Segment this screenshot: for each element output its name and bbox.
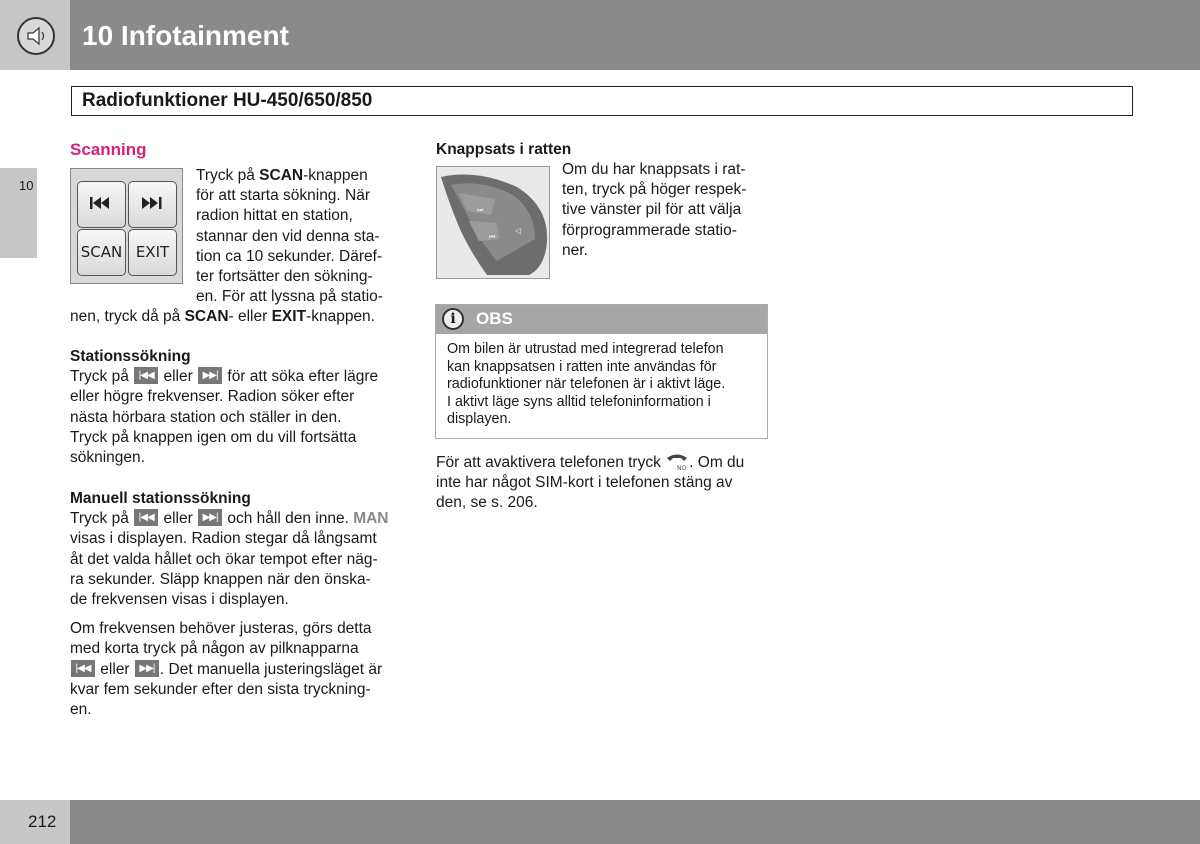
text-line: radiofunktioner när telefonen är i aktivt läge.: [447, 376, 726, 393]
text-line: ter fortsätter den sökning-: [196, 268, 373, 286]
footer-left-block: [0, 800, 70, 844]
text-line: den, se s. 206.: [436, 494, 538, 512]
text-line: |◀◀ eller ▶▶|. Det manuella justeringsläget är: [70, 660, 410, 680]
chapter-title: 10 Infotainment: [82, 20, 289, 51]
text-line: I aktivt läge syns alltid telefoninformation i: [447, 393, 711, 410]
svg-text:NO: NO: [677, 465, 687, 471]
section-title-box: [71, 86, 1133, 116]
text-line: nästa hörbara station och ställer in den.: [70, 408, 342, 426]
skip-forward-icon: [198, 509, 222, 526]
obs-header: [436, 305, 767, 334]
text-line: förprogrammerade statio-: [562, 221, 737, 239]
svg-text:◁: ◁: [515, 226, 522, 235]
header-bar: [70, 0, 1200, 70]
skip-forward-icon: [135, 660, 159, 677]
text-line: radion hittat en station,: [196, 207, 353, 225]
text-line: med korta tryck på någon av pilknapparna: [70, 640, 359, 658]
manuell-section: [70, 489, 410, 720]
exit-key: EXIT: [128, 229, 177, 276]
prev-key: [77, 181, 126, 228]
text-line: Tryck på knappen igen om du vill fortsätta: [70, 428, 357, 446]
obs-body: [447, 341, 757, 429]
text-line: kvar fem sekunder efter den sista tryckning-: [70, 680, 371, 698]
obs-label: OBS: [476, 309, 513, 328]
text-line: displayen.: [447, 411, 512, 428]
phone-no-icon: [665, 451, 689, 471]
header-left-block: [0, 0, 70, 70]
text-line: inte har något SIM-kort i telefonen stäng av: [436, 474, 733, 492]
text-line: kan knappsatsen i ratten inte användas för: [447, 358, 717, 375]
text-line: Om frekvensen behöver justeras, görs detta: [70, 620, 372, 638]
skip-back-icon: [134, 367, 158, 384]
knappsats-heading: Knappsats i ratten: [436, 141, 572, 158]
text-line: för att starta sökning. När: [196, 187, 371, 205]
obs-note-box: [435, 304, 768, 439]
knappsats-text: [562, 160, 746, 261]
text-line: ner.: [562, 241, 588, 259]
skip-forward-icon: [198, 367, 222, 384]
text-line: Om bilen är utrustad med integrerad telefon: [447, 341, 724, 357]
skip-forward-icon: [130, 182, 176, 226]
svg-text:⏭: ⏭: [477, 206, 484, 214]
page-number: 212: [28, 812, 57, 831]
text-line: en. För att lyssna på statio-: [196, 288, 383, 306]
text-line: stannar den vid denna sta-: [196, 227, 380, 245]
text-line: För att avaktivera telefonen tryck NO . Om du: [436, 451, 776, 473]
scanning-text: [196, 166, 383, 307]
info-icon: i: [442, 308, 464, 330]
next-key: [128, 181, 177, 228]
text-line: eller högre frekvenser. Radion söker efter: [70, 388, 355, 406]
phone-paragraph: [436, 451, 776, 514]
section-title: Radiofunktioner HU-450/650/850: [82, 90, 373, 111]
manuell-heading: Manuell stationssökning: [70, 490, 251, 507]
text-line: sökningen.: [70, 449, 145, 467]
text-line: Om du har knappsats i rat-: [562, 161, 746, 178]
text-line: tive vänster pil för att välja: [562, 201, 742, 219]
text-line: ten, tryck på höger respek-: [562, 181, 747, 199]
steering-keypad-illustration: [437, 167, 549, 278]
svg-text:⏮: ⏮: [489, 233, 496, 241]
steering-wheel-keypad-image: [436, 166, 550, 279]
side-tab-label: 10: [19, 178, 34, 193]
stationssokning-heading: Stationssökning: [70, 348, 191, 365]
skip-back-icon: [134, 509, 158, 526]
text-line: Tryck på |◀◀ eller ▶▶| för att söka efter lägre: [70, 367, 410, 387]
text-line: tion ca 10 sekunder. Däref-: [196, 247, 383, 265]
scanning-heading: Scanning: [70, 140, 147, 159]
radio-keypad-image: [70, 168, 183, 284]
text-line: Tryck på SCAN-knappen: [196, 167, 368, 184]
text-line: åt det valda hållet och ökar tempot efter näg-: [70, 550, 378, 568]
chapter-side-tab: [0, 168, 37, 258]
text-line: de frekvensen visas i displayen.: [70, 591, 289, 609]
text-line: Tryck på |◀◀ eller ▶▶| och håll den inne. MAN: [70, 509, 410, 529]
skip-back-icon: [71, 660, 95, 677]
speaker-icon: [17, 17, 55, 55]
scan-key: SCAN: [77, 229, 126, 276]
skip-back-icon: [79, 182, 125, 226]
text-line: visas i displayen. Radion stegar då långsamt: [70, 530, 377, 548]
text-line: ra sekunder. Släpp knappen när den önska-: [70, 570, 371, 588]
footer-bar: [70, 800, 1200, 844]
scanning-text-end: nen, tryck då på SCAN- eller EXIT-knappen.: [70, 308, 375, 325]
text-line: en.: [70, 701, 92, 719]
stationssokning-section: [70, 347, 410, 468]
